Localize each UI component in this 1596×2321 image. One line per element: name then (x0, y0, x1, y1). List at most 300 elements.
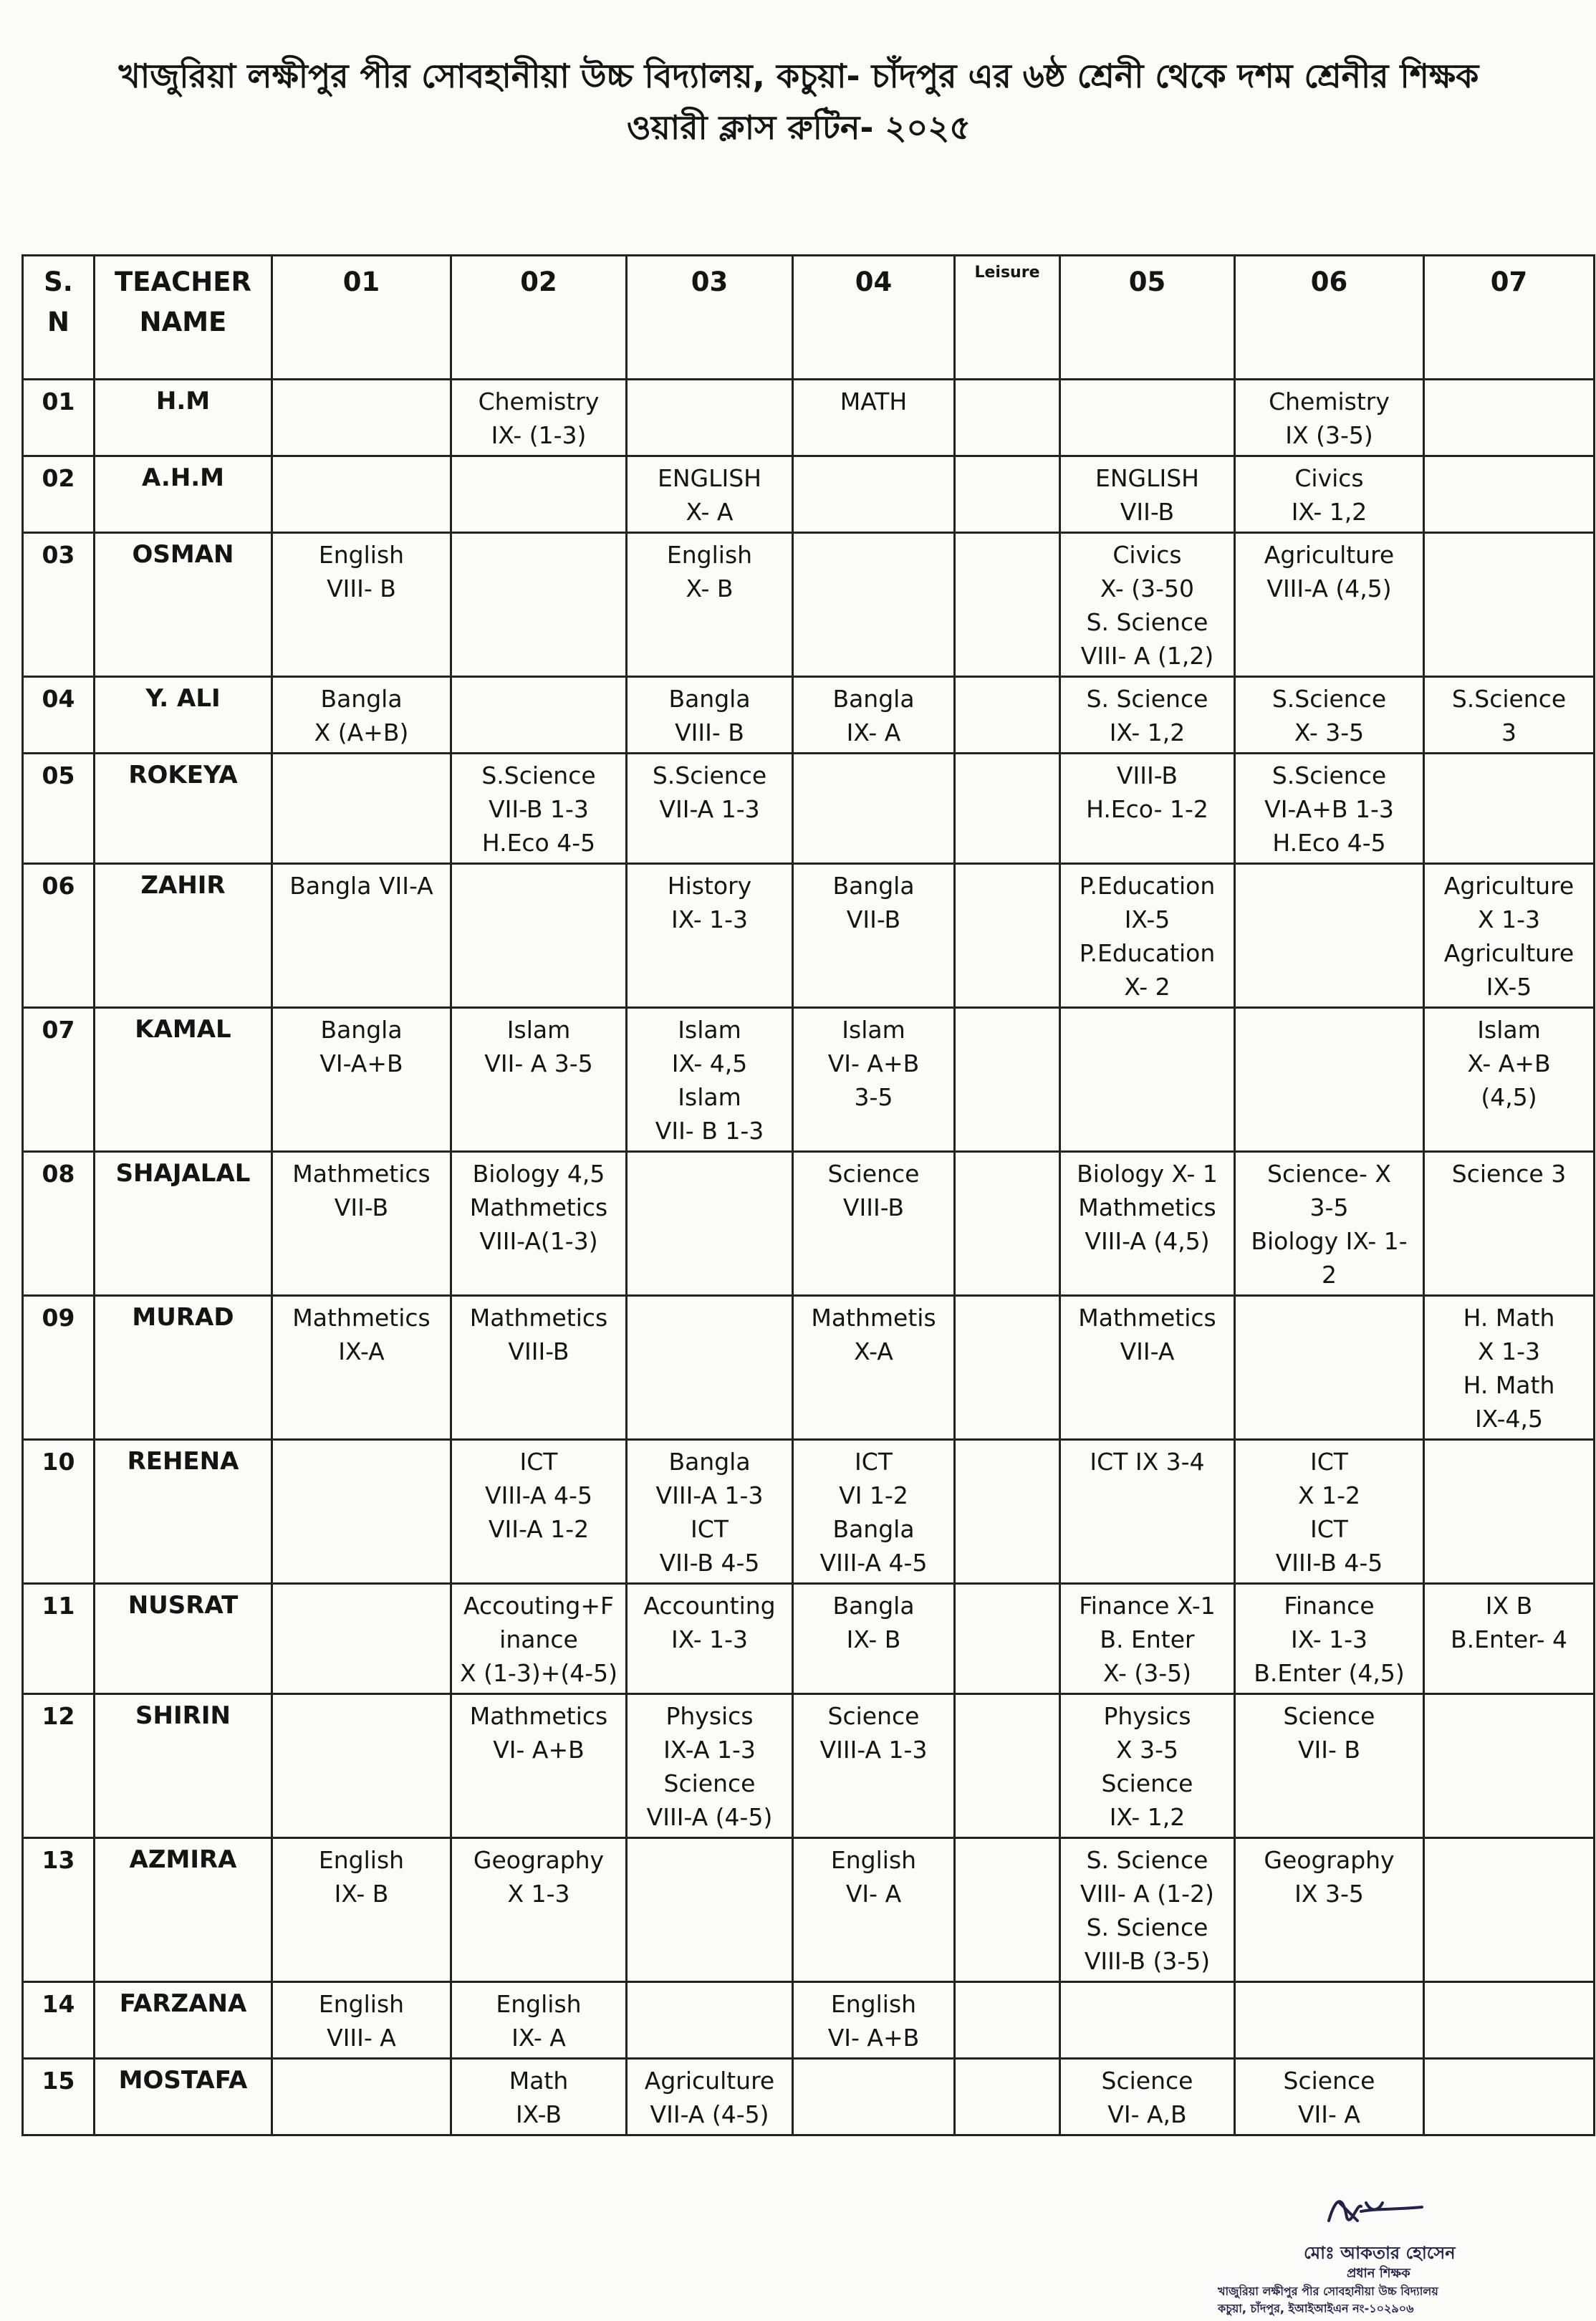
cell-teacher-name: H.M (95, 380, 272, 456)
cell-line: H.Eco- 1-2 (1086, 795, 1208, 823)
cell-leisure (955, 1694, 1060, 1838)
cell-line: Mathmetics (292, 1304, 431, 1332)
cell-line: S.Science (481, 761, 596, 789)
cell-period-4 (793, 677, 955, 754)
cell-line: Science (827, 1160, 920, 1188)
cell-line: Biology X- 1 (1077, 1160, 1218, 1188)
cell-line: VIII- B (675, 719, 744, 746)
cell-period-2 (451, 864, 627, 1008)
cell-line: Mathmetics (469, 1304, 608, 1332)
cell-leisure (955, 1008, 1060, 1152)
cell-line: IX B (1485, 1592, 1533, 1620)
cell-period-7 (1424, 1838, 1595, 1982)
cell-line: ICT (855, 1448, 893, 1476)
cell-line: Chemistry (1269, 388, 1390, 415)
cell-period-2 (451, 1982, 627, 2059)
cell-line: IX- (1-3) (491, 421, 587, 449)
table-row (23, 1008, 1595, 1152)
cell-line: Bangla (832, 1515, 915, 1543)
cell-period-3 (627, 533, 793, 677)
cell-line: Agriculture (644, 2067, 775, 2095)
cell-line: Agriculture (1443, 939, 1575, 967)
header-teacher (95, 256, 272, 380)
cell-leisure (955, 754, 1060, 864)
cell-line: VIII-B (1116, 761, 1178, 789)
cell-line: (4,5) (1481, 1083, 1537, 1111)
cell-period-3 (627, 1152, 793, 1296)
cell-period-6 (1235, 1584, 1424, 1694)
cell-line: H.Eco 4-5 (481, 829, 596, 857)
cell-period-6 (1235, 1440, 1424, 1584)
cell-line: Biology 4,5 (472, 1160, 605, 1188)
cell-line: VII-B (846, 905, 901, 933)
cell-line: ICT (1310, 1448, 1348, 1476)
cell-leisure (955, 1440, 1060, 1584)
cell-line: Science- X (1267, 1160, 1391, 1188)
cell-line: English (318, 1990, 405, 2018)
cell-period-5 (1060, 456, 1235, 533)
cell-line: Mathmetis (811, 1304, 936, 1332)
cell-period-4 (793, 1584, 955, 1694)
cell-line: IX- 1,2 (1109, 719, 1186, 746)
cell-line: VI-A+B 1-3 (1264, 795, 1394, 823)
header-sn-line-1: S. (44, 266, 73, 297)
cell-period-6 (1235, 533, 1424, 677)
cell-leisure (955, 677, 1060, 754)
document-title (43, 50, 1554, 153)
cell-line: IX 3-5 (1294, 1880, 1364, 1908)
cell-sn: 01 (23, 380, 95, 456)
cell-line: X (1-3)+(4-5) (459, 1659, 618, 1687)
cell-sn: 07 (23, 1008, 95, 1152)
cell-line: IX- 1-3 (671, 1625, 748, 1653)
cell-sn: 04 (23, 677, 95, 754)
cell-teacher-name: REHENA (95, 1440, 272, 1584)
cell-sn: 13 (23, 1838, 95, 1982)
cell-line: Physics (665, 1702, 754, 1730)
table-row (23, 456, 1595, 533)
cell-period-5 (1060, 1584, 1235, 1694)
cell-period-7 (1424, 677, 1595, 754)
cell-teacher-name: OSMAN (95, 533, 272, 677)
cell-period-3 (627, 1440, 793, 1584)
cell-period-1 (272, 1296, 451, 1440)
cell-line: VII-A (1120, 1337, 1175, 1365)
cell-line: English (666, 541, 753, 569)
cell-line: IX (3-5) (1285, 421, 1373, 449)
table-row (23, 1152, 1595, 1296)
cell-period-2 (451, 456, 627, 533)
cell-period-7 (1424, 1296, 1595, 1440)
signature-stroke (1329, 2201, 1422, 2221)
cell-period-5 (1060, 533, 1235, 677)
cell-period-7 (1424, 2059, 1595, 2135)
cell-sn: 03 (23, 533, 95, 677)
header-teacher-line-1: TEACHER (114, 266, 252, 297)
cell-period-6 (1235, 380, 1424, 456)
cell-line: VIII-B 4-5 (1275, 1549, 1383, 1577)
cell-line: Biology IX- 1- (1251, 1227, 1408, 1255)
cell-line: S.Science (1271, 761, 1387, 789)
cell-line: IX- B (846, 1625, 901, 1653)
cell-period-1 (272, 456, 451, 533)
cell-period-4 (793, 380, 955, 456)
cell-period-2 (451, 533, 627, 677)
cell-line: X 1-3 (507, 1880, 570, 1908)
cell-period-1 (272, 864, 451, 1008)
cell-period-7 (1424, 1440, 1595, 1584)
cell-line: Bangla (320, 685, 403, 713)
cell-line: English (830, 1990, 917, 2018)
signature-block (1218, 2188, 1554, 2317)
cell-line: VIII- B (327, 575, 396, 602)
cell-line: ENGLISH (1095, 464, 1199, 492)
cell-line: ICT IX 3-4 (1090, 1448, 1205, 1476)
cell-period-5 (1060, 1008, 1235, 1152)
cell-period-1 (272, 754, 451, 864)
cell-period-3 (627, 1694, 793, 1838)
cell-line: Geography (1264, 1846, 1395, 1874)
cell-line: Mathmetics (292, 1160, 431, 1188)
cell-period-7 (1424, 1008, 1595, 1152)
cell-line: VI- A+B (493, 1736, 585, 1764)
cell-teacher-name: SHIRIN (95, 1694, 272, 1838)
cell-line: VIII-B (842, 1193, 905, 1221)
cell-teacher-name: ROKEYA (95, 754, 272, 864)
header-period-4: 04 (793, 256, 955, 380)
cell-line: ICT (519, 1448, 558, 1476)
cell-line: VII- A 3-5 (484, 1049, 593, 1077)
cell-period-2 (451, 677, 627, 754)
cell-line: Agriculture (1443, 872, 1575, 900)
cell-period-6 (1235, 2059, 1424, 2135)
cell-period-2 (451, 2059, 627, 2135)
cell-line: X 1-3 (1478, 905, 1540, 933)
header-teacher-line-2: NAME (139, 307, 227, 337)
header-period-6: 06 (1235, 256, 1424, 380)
cell-line: VI- A,B (1107, 2100, 1187, 2128)
cell-period-3 (627, 1008, 793, 1152)
cell-line: Science (1283, 2067, 1375, 2095)
cell-line: Bangla (668, 1448, 751, 1476)
signature-scribble (1322, 2188, 1429, 2231)
cell-line: X-A (854, 1337, 893, 1365)
signature-designation: প্রধান শিক্ষক (1347, 2266, 1410, 2281)
cell-line: IX- A (511, 2024, 566, 2052)
cell-period-2 (451, 754, 627, 864)
cell-line: VII-A 1-3 (659, 795, 760, 823)
table-row (23, 864, 1595, 1008)
signature-school: খাজুরিয়া লক্ষীপুর পীর সোবহানীয়া উচ্চ বিদ্যালয় (1218, 2284, 1438, 2298)
cell-line: B.Enter (4,5) (1254, 1659, 1405, 1687)
cell-period-1 (272, 1152, 451, 1296)
cell-period-1 (272, 1584, 451, 1694)
cell-leisure (955, 1584, 1060, 1694)
cell-line: Science (1101, 1769, 1193, 1797)
cell-leisure (955, 1838, 1060, 1982)
cell-line: IX- 4,5 (671, 1049, 748, 1077)
cell-line: Bangla (832, 685, 915, 713)
cell-sn: 15 (23, 2059, 95, 2135)
cell-line: X- B (686, 575, 734, 602)
cell-line: S.Science (1271, 685, 1387, 713)
cell-line: IX-5 (1124, 905, 1170, 933)
cell-line: VI- A (845, 1880, 902, 1908)
cell-line: VII-B 1-3 (489, 795, 589, 823)
title-line-1: খাজুরিয়া লক্ষীপুর পীর সোবহানীয়া উচ্চ বিদ্যালয়, কচুয়া- চাঁদপুর এর ৬ষ্ঠ শ্রেনী থেকে দশম শ্রেনীর শিক্ষক (118, 57, 1479, 95)
cell-line: IX-B (515, 2100, 562, 2128)
table-row (23, 1838, 1595, 1982)
cell-teacher-name: Y. ALI (95, 677, 272, 754)
class-routine-table (21, 254, 1595, 2136)
cell-period-2 (451, 380, 627, 456)
cell-line: Finance (1284, 1592, 1375, 1620)
cell-period-1 (272, 533, 451, 677)
cell-line: H. Math (1463, 1371, 1555, 1399)
cell-line: IX-A 1-3 (663, 1736, 756, 1764)
cell-line: IX- 1,2 (1291, 498, 1367, 526)
cell-line: VI- A+B (827, 1049, 920, 1077)
cell-period-3 (627, 2059, 793, 2135)
cell-line: VII-B 4-5 (659, 1549, 760, 1577)
cell-period-2 (451, 1584, 627, 1694)
cell-period-1 (272, 1008, 451, 1152)
cell-line: English (496, 1990, 582, 2018)
cell-sn: 06 (23, 864, 95, 1008)
cell-period-7 (1424, 1584, 1595, 1694)
cell-period-1 (272, 1982, 451, 2059)
cell-period-5 (1060, 2059, 1235, 2135)
cell-line: VIII- A (327, 2024, 396, 2052)
cell-period-1 (272, 2059, 451, 2135)
cell-line: Finance X-1 (1079, 1592, 1216, 1620)
cell-line: Accounting (643, 1592, 776, 1620)
cell-line: Mathmetics (1078, 1304, 1216, 1332)
cell-line: English (830, 1846, 917, 1874)
cell-line: Chemistry (478, 388, 600, 415)
cell-line: B.Enter- 4 (1451, 1625, 1567, 1653)
cell-line: Islam (1477, 1016, 1541, 1044)
cell-line: VIII-B (3-5) (1084, 1947, 1211, 1975)
cell-line: Bangla (668, 685, 751, 713)
cell-line: Math (509, 2067, 569, 2095)
cell-line: IX- A (846, 719, 901, 746)
cell-leisure (955, 1152, 1060, 1296)
cell-line: 2 (1322, 1261, 1337, 1289)
table-row (23, 1584, 1595, 1694)
signature-address: কচুয়া, চাঁদপুর, ইআইআইএন নং-১০২৯০৬ (1218, 2302, 1414, 2315)
cell-line: English (318, 541, 405, 569)
header-period-5: 05 (1060, 256, 1235, 380)
cell-line: Science 3 (1451, 1160, 1567, 1188)
cell-sn: 08 (23, 1152, 95, 1296)
cell-line: P.Education (1079, 939, 1216, 967)
cell-line: Islam (506, 1016, 571, 1044)
cell-leisure (955, 380, 1060, 456)
cell-line: Bangla (320, 1016, 403, 1044)
cell-leisure (955, 1982, 1060, 2059)
cell-line: X- A+B (1467, 1049, 1551, 1077)
table-body (23, 380, 1595, 2135)
cell-period-6 (1235, 1838, 1424, 1982)
table-row (23, 1296, 1595, 1440)
cell-line: P.Education (1079, 872, 1216, 900)
cell-line: IX- 1-3 (1291, 1625, 1367, 1653)
cell-leisure (955, 533, 1060, 677)
cell-line: IX-5 (1486, 973, 1532, 1001)
cell-period-2 (451, 1694, 627, 1838)
cell-period-1 (272, 1440, 451, 1584)
cell-teacher-name: FARZANA (95, 1982, 272, 2059)
cell-period-6 (1235, 1152, 1424, 1296)
cell-teacher-name: MOSTAFA (95, 2059, 272, 2135)
cell-sn: 05 (23, 754, 95, 864)
table-row (23, 533, 1595, 677)
cell-period-7 (1424, 456, 1595, 533)
cell-period-5 (1060, 380, 1235, 456)
cell-sn: 02 (23, 456, 95, 533)
cell-line: VIII-A 1-3 (819, 1736, 928, 1764)
cell-line: VII-B (334, 1193, 389, 1221)
cell-line: VII- B (1297, 1736, 1361, 1764)
table-row (23, 677, 1595, 754)
cell-line: 3 (1501, 719, 1516, 746)
cell-sn: 10 (23, 1440, 95, 1584)
cell-line: X (A+B) (314, 719, 409, 746)
cell-period-4 (793, 1152, 955, 1296)
title-line-2: ওয়ারী ক্লাস রুটিন- ২০২৫ (626, 108, 971, 147)
cell-teacher-name: ZAHIR (95, 864, 272, 1008)
cell-line: H.Eco 4-5 (1272, 829, 1386, 857)
cell-line: IX- B (334, 1880, 389, 1908)
cell-period-3 (627, 380, 793, 456)
cell-line: History (667, 872, 752, 900)
cell-teacher-name: MURAD (95, 1296, 272, 1440)
cell-line: ENGLISH (658, 464, 761, 492)
cell-line: S. Science (1086, 1913, 1208, 1941)
cell-period-4 (793, 1296, 955, 1440)
cell-line: X 1-3 (1478, 1337, 1540, 1365)
cell-period-1 (272, 1694, 451, 1838)
cell-line: ICT (1310, 1515, 1348, 1543)
cell-teacher-name: KAMAL (95, 1008, 272, 1152)
cell-line: VIII-A 4-5 (819, 1549, 928, 1577)
cell-leisure (955, 1296, 1060, 1440)
cell-line: VII-A 1-2 (488, 1515, 590, 1543)
cell-period-4 (793, 1838, 955, 1982)
cell-line: VII- B 1-3 (655, 1117, 764, 1145)
cell-line: VIII- A (1,2) (1080, 642, 1214, 670)
cell-period-3 (627, 1982, 793, 2059)
cell-period-6 (1235, 1296, 1424, 1440)
cell-line: Islam (678, 1016, 741, 1044)
cell-period-5 (1060, 1838, 1235, 1982)
table-row (23, 754, 1595, 864)
header-period-3: 03 (627, 256, 793, 380)
cell-line: VII-A (4-5) (650, 2100, 769, 2128)
cell-period-6 (1235, 456, 1424, 533)
cell-line: X 3-5 (1116, 1736, 1178, 1764)
cell-period-4 (793, 456, 955, 533)
cell-line: VIII-A 1-3 (655, 1481, 764, 1509)
cell-line: 3-5 (1309, 1193, 1349, 1221)
cell-line: Agriculture (1264, 541, 1395, 569)
cell-period-6 (1235, 1982, 1424, 2059)
cell-line: X- (3-5) (1102, 1659, 1191, 1687)
cell-line: S. Science (1086, 1846, 1208, 1874)
cell-sn: 09 (23, 1296, 95, 1440)
cell-period-2 (451, 1296, 627, 1440)
cell-line: inance (499, 1625, 578, 1653)
cell-period-2 (451, 1838, 627, 1982)
cell-sn: 12 (23, 1694, 95, 1838)
cell-line: VIII-A 4-5 (485, 1481, 592, 1509)
cell-period-4 (793, 864, 955, 1008)
cell-line: Mathmetics (469, 1702, 608, 1730)
cell-period-6 (1235, 677, 1424, 754)
cell-line: S. Science (1086, 608, 1208, 636)
cell-line: Science (827, 1702, 920, 1730)
table-row (23, 380, 1595, 456)
table-row (23, 1982, 1595, 2059)
cell-line: VI 1-2 (839, 1481, 908, 1509)
header-leisure: Leisure (955, 256, 1060, 380)
cell-line: Islam (842, 1016, 905, 1044)
cell-line: VIII-A (4,5) (1266, 575, 1392, 602)
cell-line: Science (1283, 1702, 1375, 1730)
cell-line: X- A (686, 498, 734, 526)
cell-period-6 (1235, 864, 1424, 1008)
cell-period-7 (1424, 1982, 1595, 2059)
header-sn (23, 256, 95, 380)
cell-line: MATH (840, 388, 908, 415)
cell-period-1 (272, 677, 451, 754)
cell-period-3 (627, 677, 793, 754)
cell-line: VIII-A (4,5) (1085, 1227, 1210, 1255)
cell-line: S. Science (1086, 685, 1208, 713)
cell-line: IX-4,5 (1474, 1405, 1544, 1433)
cell-line: X 1-2 (1298, 1481, 1360, 1509)
cell-period-7 (1424, 380, 1595, 456)
cell-line: Mathmetics (469, 1193, 608, 1221)
cell-line: IX-A (338, 1337, 385, 1365)
cell-teacher-name: A.H.M (95, 456, 272, 533)
cell-line: X- (3-50 (1100, 575, 1195, 602)
cell-line: VIII-A (4-5) (646, 1803, 773, 1831)
cell-period-6 (1235, 1694, 1424, 1838)
cell-period-2 (451, 1008, 627, 1152)
header-period-7: 07 (1424, 256, 1595, 380)
cell-period-4 (793, 754, 955, 864)
cell-line: VIII-A(1-3) (479, 1227, 598, 1255)
cell-leisure (955, 456, 1060, 533)
table-row (23, 1440, 1595, 1584)
cell-period-5 (1060, 754, 1235, 864)
cell-period-4 (793, 1008, 955, 1152)
cell-period-6 (1235, 754, 1424, 864)
cell-line: Islam (678, 1083, 741, 1111)
cell-period-7 (1424, 754, 1595, 864)
cell-period-3 (627, 864, 793, 1008)
cell-period-3 (627, 456, 793, 533)
cell-period-1 (272, 1838, 451, 1982)
cell-line: S.Science (652, 761, 767, 789)
cell-line: VI-A+B (319, 1049, 403, 1077)
cell-period-5 (1060, 1440, 1235, 1584)
cell-period-3 (627, 1838, 793, 1982)
cell-period-3 (627, 1584, 793, 1694)
cell-teacher-name: SHAJALAL (95, 1152, 272, 1296)
